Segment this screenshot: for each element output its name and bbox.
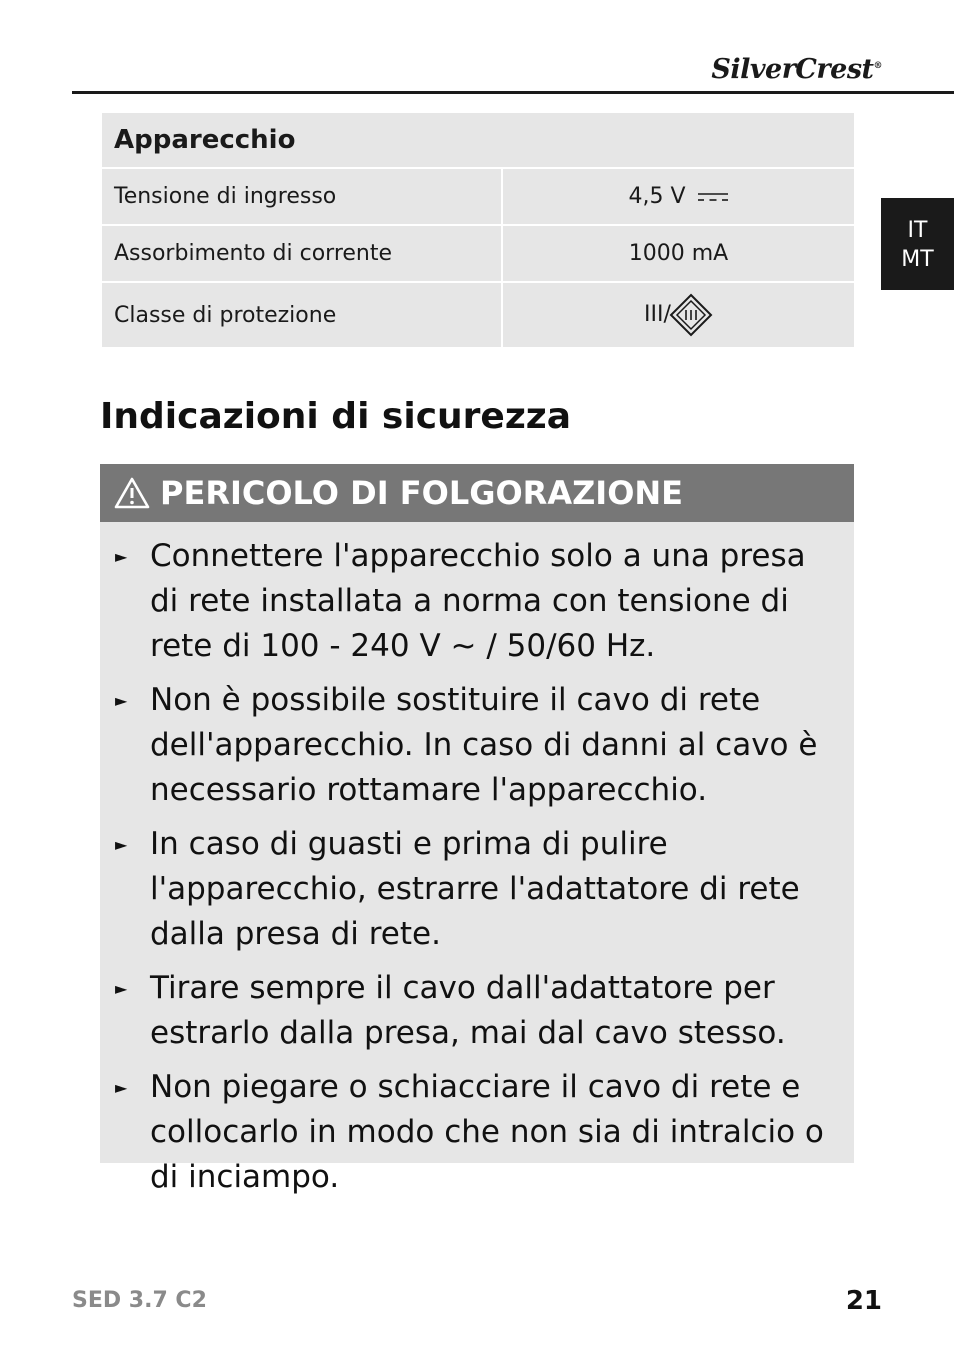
language-code-it: IT (907, 218, 928, 243)
protection-class-iii-icon (669, 293, 713, 337)
table-row (102, 169, 854, 224)
list-item: ► Non è possibile sostituire il cavo di rete dell'apparecchio. In caso di danni al cavo è necessario rottamare l'apparecchio. (115, 678, 840, 813)
dc-current-icon (697, 191, 729, 203)
bullet-arrow-icon: ► (115, 1078, 128, 1097)
warning-header (100, 464, 854, 522)
spec-label: Classe di protezione (102, 283, 501, 347)
spec-value: III/ (503, 283, 854, 347)
warning-box (100, 464, 854, 1195)
header-rule (72, 91, 954, 94)
spec-label: Tensione di ingresso (102, 169, 501, 224)
list-item: ► Connettere l'apparecchio solo a una presa di rete installata a norma con tensione di rete di 100 - 240 V ~ / 50/60 Hz. (115, 534, 840, 669)
spec-label: Assorbimento di corrente (102, 226, 501, 281)
page-number: 21 (845, 1286, 882, 1316)
bullet-arrow-icon: ► (115, 691, 128, 710)
table-row (102, 226, 854, 281)
bullet-arrow-icon: ► (115, 547, 128, 566)
list-item: ► Tirare sempre il cavo dall'adattatore per estrarlo dalla presa, mai dal cavo stesso. (115, 966, 840, 1056)
safety-list (100, 522, 854, 1200)
warning-title: PERICOLO DI FOLGORAZIONE (160, 474, 684, 512)
footer-model: SED 3.7 C2 (72, 1288, 207, 1313)
language-code-mt: MT (901, 247, 934, 272)
spec-value: 1000 mA (503, 226, 854, 281)
section-title: Indicazioni di sicurezza (100, 396, 572, 437)
language-tab (881, 198, 954, 290)
spec-table-title: Apparecchio (102, 113, 854, 167)
table-row (102, 283, 854, 347)
bullet-arrow-icon: ► (115, 835, 128, 854)
warning-triangle-icon (114, 477, 150, 509)
spec-table (100, 111, 856, 349)
brand-logo: SilverCrest® (711, 54, 882, 85)
list-item: ► In caso di guasti e prima di pulire l'apparecchio, estrarre l'adattatore di rete dalla presa di rete. (115, 822, 840, 957)
spec-value: 4,5 V (503, 169, 854, 224)
bullet-arrow-icon: ► (115, 979, 128, 998)
list-item: ► Non piegare o schiacciare il cavo di rete e collocarlo in modo che non sia di intralcio o di inciampo. (115, 1065, 840, 1200)
